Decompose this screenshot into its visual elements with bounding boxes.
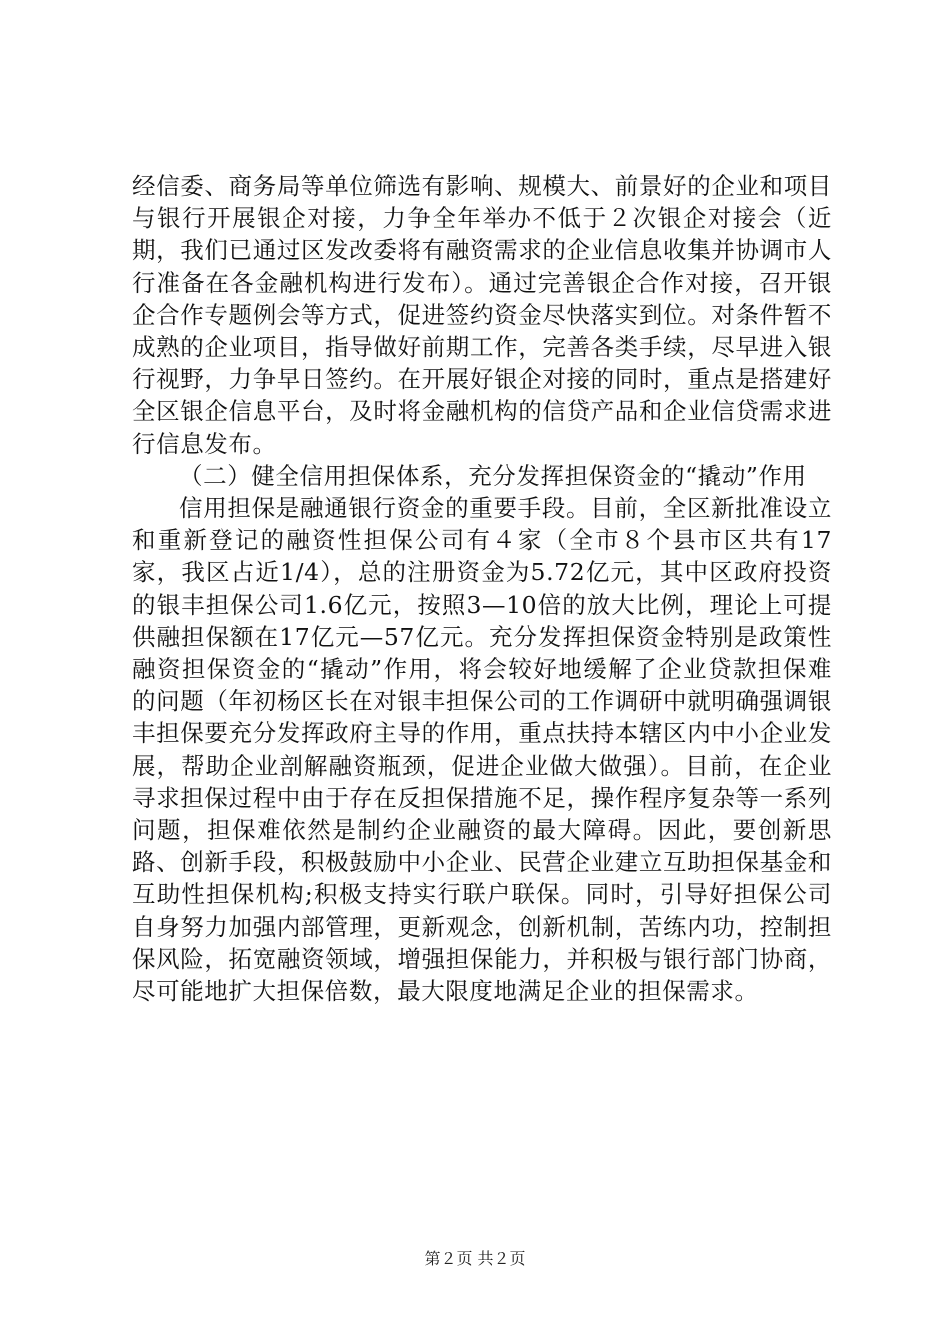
body-paragraph-1: 经信委、商务局等单位筛选有影响、规模大、前景好的企业和项目与银行开展银企对接，力争全年举办不低于２次银企对接会（近期，我们已通过区发改委将有融资需求的企业信息收集并协调市人行准备在各金融机构进行发布）。通过完善银企合作对接，召开银企合作专题例会等方式，促进签约资金尽快落实到位。对条件暂不成熟的企业项目，指导做好前期工作，完善各类手续，尽早进入银行视野，力争早日签约。在开展好银企对接的同时，重点是搭建好全区银企信息平台，及时将金融机构的信贷产品和企业信贷需求进行信息发布。 bbox=[132, 172, 832, 458]
body-paragraph-2: 信用担保是融通银行资金的重要手段。目前，全区新批准设立和重新登记的融资性担保公司有４家（全市８个县市区共有17家，我区占近1/4），总的注册资金为5.72亿元，其中区政府投资的银丰担保公司1.6亿元，按照3—10倍的放大比例，理论上可提供融担保额在17亿元—57亿元。充分发挥担保资金特别是政策性融资担保资金的“撬动”作用，将会较好地缓解了企业贷款担保难的问题（年初杨区长在对银丰担保公司的工作调研中就明确强调银丰担保要充分发挥政府主导的作用，重点扶持本辖区内中小企业发展，帮助企业剖解融资瓶颈，促进企业做大做强）。目前，在企业寻求担保过程中由于存在反担保措施不足，操作程序复杂等一系列问题，担保难依然是制约企业融资的最大障碍。因此，要创新思路、创新手段，积极鼓励中小企业、民营企业建立互助担保基金和互助性担保机构;积极支持实行联户联保。同时，引导好担保公司自身努力加强内部管理，更新观念，创新机制，苦练内功，控制担保风险，拓宽融资领域，增强担保能力，并积极与银行部门协商，尽可能地扩大担保倍数，最大限度地满足企业的担保需求。 bbox=[132, 494, 832, 1006]
page-footer: 第２页 共２页 bbox=[424, 1249, 526, 1268]
section-heading: （二）健全信用担保体系，充分发挥担保资金的“撬动”作用 bbox=[179, 461, 807, 490]
document-body bbox=[132, 170, 832, 1007]
